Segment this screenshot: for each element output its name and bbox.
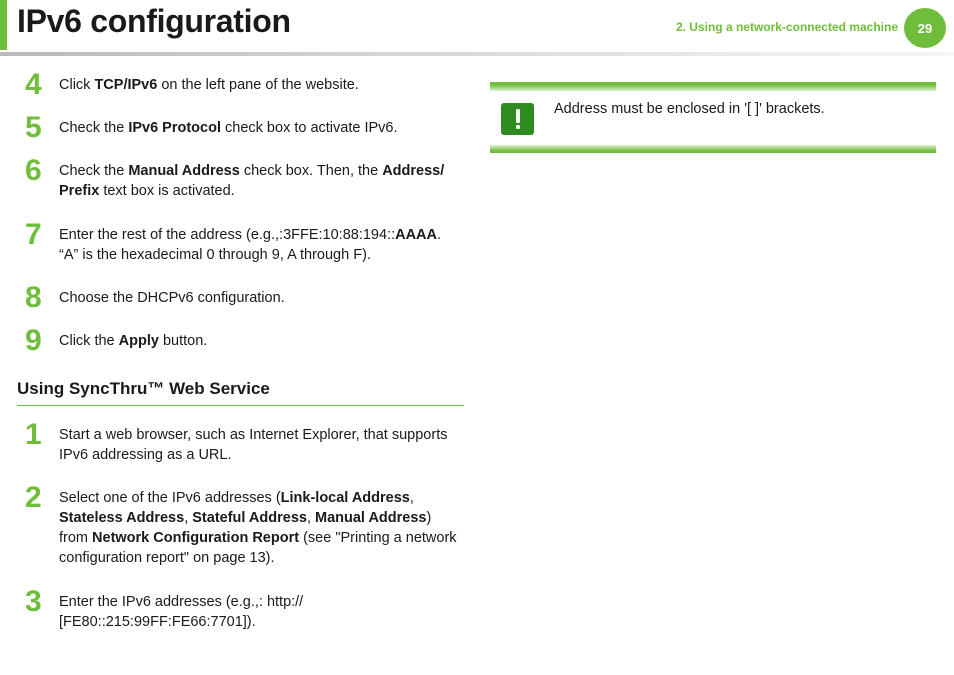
step-bold-term: Link-local Address [280,490,410,506]
section-heading [17,379,464,406]
step-bold-term: Address/ Prefix [59,163,445,199]
note-box [490,82,936,153]
step-text-run: text box is activated. [99,183,235,199]
section-heading-text: Using SyncThru™ Web Service [17,379,270,398]
step-text-run: , [409,490,414,506]
step-text [59,288,463,308]
step-text-run: , [306,510,316,526]
step-number: 6 [25,154,42,187]
step-text-run: , [184,510,193,526]
step-bold-term: Network Configuration Report [92,530,300,546]
step-text [59,592,463,632]
page-title: IPv6 configuration [17,3,291,39]
step-number: 7 [25,218,42,251]
caution-icon [501,103,534,135]
page-number-badge: 29 [904,8,946,48]
step-bold-term: Manual Address [315,510,427,526]
step-bold-term: Manual Address [128,163,240,179]
step-number: 9 [25,324,42,357]
step-text [59,425,463,465]
step-text-run: check box. Then, the [239,163,383,179]
step-bold-term: TCP/IPv6 [94,77,158,93]
step-text-run: Start a web browser, such as Internet Explorer, that supports IPv6 addressing as a URL. [59,427,448,463]
step-number: 1 [25,418,42,451]
step-text-run: button. [158,333,208,349]
step-text [59,118,463,138]
step-text [59,225,463,265]
step-text-run: Enter the IPv6 addresses (e.g.,: http:// [FE80::215:99FF:FE66:7701]). [59,594,304,630]
step-text-run: Choose the DHCPv6 configuration. [59,290,285,306]
step-number: 8 [25,281,42,314]
step-text [59,75,463,95]
exclamation-icon [512,107,524,131]
step-text [59,488,463,568]
header-accent-bar [0,0,7,50]
step-text-run: Select one of the IPv6 addresses ( [59,490,281,506]
step-bold-term: IPv6 Protocol [128,120,221,136]
step-number: 5 [25,111,42,144]
step-bold-term: Stateless Address [59,510,185,526]
page-header [0,0,954,56]
step-number: 4 [25,68,42,101]
step-text [59,331,463,351]
chapter-label: 2. Using a network-connected machine [675,20,898,34]
step-number: 2 [25,481,42,514]
step-text-run: Click the [59,333,119,349]
note-bottom-bar [490,145,936,153]
step-text [59,161,463,201]
note-text: Address must be enclosed in '[ ]' brackets. [554,101,825,117]
step-text-run: Check the [59,120,129,136]
step-bold-term: Stateful Address [192,510,307,526]
step-text-run: on the left pane of the website. [157,77,359,93]
step-number: 3 [25,585,42,618]
step-bold-term: Apply [118,333,159,349]
step-text-run: Check the [59,163,129,179]
header-divider [0,52,954,56]
note-top-bar [490,82,936,91]
step-bold-term: AAAA [395,227,437,243]
step-text-run: ) from [59,510,432,546]
step-text-run: (see "Printing a network configuration report" on page 13). [59,530,457,566]
step-text-run: Enter the rest of the address (e.g.,:3FFE:10:88:194:: [59,227,396,243]
step-text-run: Click [59,77,95,93]
step-text-run: check box to activate IPv6. [221,120,398,136]
step-text-run: . “A” is the hexadecimal 0 through 9, A through F). [59,227,442,263]
